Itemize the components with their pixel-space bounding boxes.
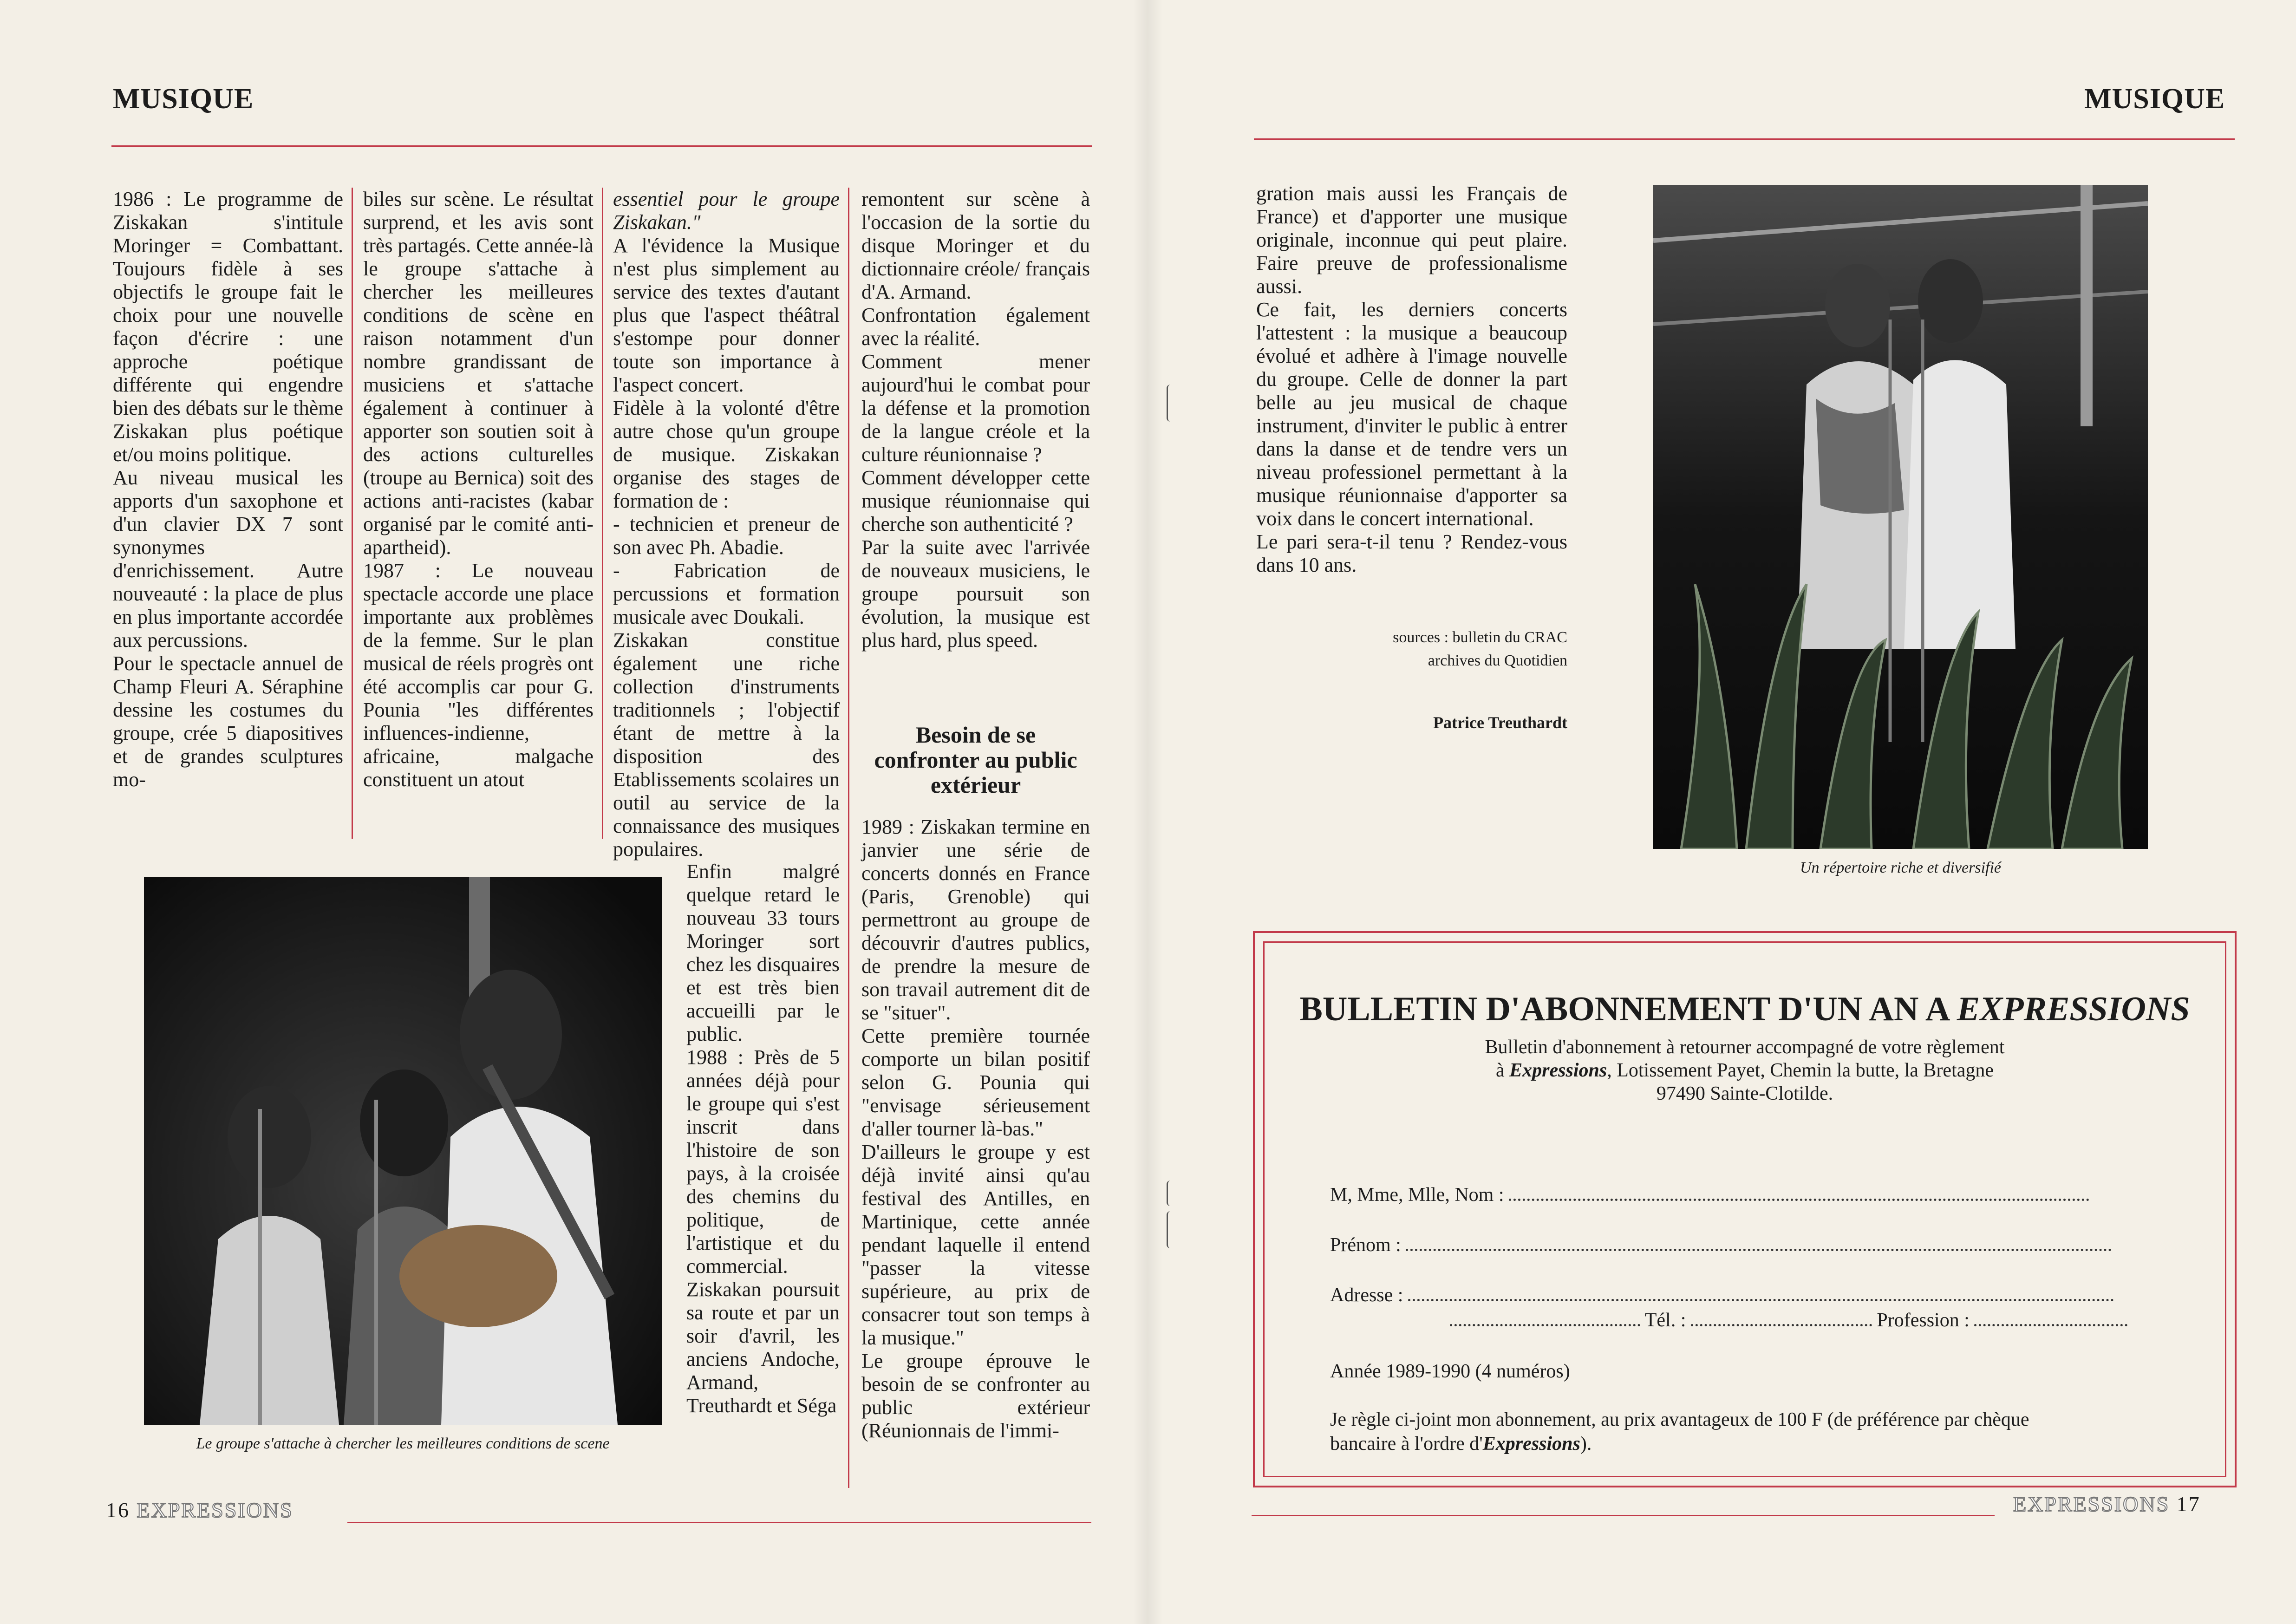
form-city: 97490 Sainte-Clotilde. — [1656, 1083, 1833, 1104]
binding-staple-mark — [1167, 385, 1174, 422]
annee-line: Année 1989-1990 (4 numéros) — [1330, 1361, 1570, 1382]
tel-label: Tél. : — [1644, 1310, 1686, 1331]
photo-caption-left: Le groupe s'attache à chercher les meilleures conditions de scene — [196, 1435, 610, 1452]
paragraph: Confrontation également avec la réalité. — [861, 304, 1090, 350]
footer-rule-right — [1252, 1515, 1995, 1516]
form-instruction: Bulletin d'abonnement à retourner accompagné de votre règlement — [1485, 1037, 2005, 1058]
paragraph: A l'évidence la Musique n'est plus simplement au service des textes d'autant plus que l'aspect théâtral s'estompe pour donner toute son importance à l'aspect concert. — [613, 234, 840, 396]
article-subheading: Besoin de se confronter au public extérieur — [874, 722, 1077, 798]
prenom-input-line[interactable] — [1406, 1235, 2112, 1251]
payment-line-2 — [1330, 1433, 1592, 1455]
page-gutter — [1133, 0, 1163, 1624]
paragraph: Fidèle à la volonté d'être autre chose qu'un groupe de musique. Ziskakan organise des stages de formation de : — [613, 397, 840, 512]
paragraph: - technicien et preneur de son avec Ph. Abadie. — [613, 513, 840, 559]
article-column-1 — [113, 188, 343, 791]
nom-label: M, Mme, Mlle, Nom : — [1330, 1184, 1504, 1206]
column-rule — [352, 188, 353, 839]
form-address — [1255, 1059, 2235, 1082]
paragraph: Ziskakan poursuit sa route et par un soir d'avril, les anciens Andoche, Armand, Treuthardt et Séga — [686, 1278, 840, 1417]
paragraph: Ce fait, les derniers concerts l'attestent : la musique a beaucoup évolué et adhère à l'image nouvelle du groupe. Celle de donner la part belle au jeu musical de chaque instrument, d'inviter le public à entrer dans la danse et de tendre vers un niveau professionel permettant à la musique réunionnaise d'apporter sa voix dans le concert international. — [1256, 298, 1567, 530]
binding-staple-mark — [1167, 1211, 1174, 1248]
photo-image — [1653, 185, 2148, 849]
address-magazine: Expressions — [1509, 1060, 1607, 1081]
page-number: 17 — [2176, 1492, 2201, 1516]
band-concert-photo — [144, 877, 662, 1425]
page-folio-right — [2013, 1492, 2201, 1516]
payment-prefix: bancaire à l'ordre d' — [1330, 1433, 1483, 1454]
article-sources — [1256, 626, 1567, 672]
paragraph: biles sur scène. Le résultat surprend, et les avis sont très partagés. Cette année-là le groupe s'attache à chercher les meilleures conditions de scène en raison notamment d'un nombre grandissant de musiciens et s'attache également à continuer à apporter son soutien soit à des actions culturelles (troupe au Bernica) soit des actions anti-racistes (kabar organisé par le comité anti-apartheid). — [363, 188, 594, 559]
paragraph: Cette première tournée comporte un bilan positif selon G. Pounia qui "envisage sérieusement d'aller tourner là-bas." — [861, 1024, 1090, 1140]
payment-line-1: Je règle ci-joint mon abonnement, au prix avantageux de 100 F (de préférence par chèque — [1330, 1409, 2029, 1430]
paragraph: Le groupe éprouve le besoin de se confronter au public extérieur (Réunionnais de l'immi- — [861, 1350, 1090, 1442]
form-title — [1255, 990, 2235, 1029]
nom-field[interactable] — [1330, 1184, 2089, 1206]
section-heading-right: MUSIQUE — [2084, 83, 2225, 115]
article-column-4-top — [861, 188, 1090, 652]
paragraph: Ziskakan constitue également une riche collection d'instruments traditionnels ; l'objectif étant de mettre à la disposition des Etablissements scolaires un outil au service de la connaissance des musiques populaires. — [613, 629, 840, 861]
paragraph: gration mais aussi les Français de France) et d'apporter une musique originale, inconnue qui peut plaire. Faire preuve de professionalisme aussi. — [1256, 182, 1567, 298]
article-author: Patrice Treuthardt — [1433, 713, 1567, 732]
footer-rule-left — [347, 1522, 1091, 1523]
paragraph: Pour le spectacle annuel de Champ Fleuri A. Séraphine dessine les costumes du groupe, crée 5 diapositives et de grandes sculptures mo- — [113, 652, 343, 791]
paragraph: 1986 : Le programme de Ziskakan s'intitule Moringer = Combattant. Toujours fidèle à ses objectifs le groupe fait le choix pour une nouvelle façon d'écrire : une approche poétique différente qui engendre bien des débats sur le thème Ziskakan plus poétique et/ou moins politique. — [113, 188, 343, 466]
header-rule-right — [1254, 138, 2235, 140]
magazine-name: EXPRESSIONS — [2013, 1492, 2170, 1516]
prenom-field[interactable] — [1330, 1234, 2112, 1256]
adresse-input-line-2[interactable] — [1450, 1310, 1640, 1326]
page-number: 16 — [106, 1498, 130, 1522]
source-line: sources : bulletin du CRAC — [1393, 629, 1567, 646]
paragraph: Enfin malgré quelque retard le nouveau 33 tours Moringer sort chez les disquaires et est très bien accueilli par le public. — [686, 860, 840, 1045]
profession-label: Profession : — [1877, 1310, 1970, 1331]
article-column-2 — [363, 188, 594, 791]
binding-staple-mark — [1167, 1180, 1174, 1206]
paragraph: Le pari sera-t-il tenu ? Rendez-vous dans 10 ans. — [1256, 530, 1567, 576]
tel-input-line[interactable] — [1691, 1310, 1872, 1326]
payment-suffix: ). — [1580, 1433, 1592, 1454]
paragraph: Par la suite avec l'arrivée de nouveaux musiciens, le groupe poursuit son évolution, la musique est plus hard, plus speed. — [861, 536, 1090, 652]
prenom-label: Prénom : — [1330, 1234, 1401, 1256]
article-column-right — [1256, 182, 1567, 577]
paragraph: remontent sur scène à l'occasion de la sortie du disque Moringer et du dictionnaire créole/ français d'A. Armand. — [861, 188, 1090, 303]
section-heading-left: MUSIQUE — [113, 83, 254, 115]
article-column-3-top — [613, 188, 840, 861]
paragraph: Comment développer cette musique réunionnaise qui cherche son authenticité ? — [861, 466, 1090, 535]
paragraph: D'ailleurs le groupe y est déjà invité ainsi qu'au festival des Antilles, en Martinique, cette année pendant laquelle il entend "passer la vitesse supérieure, au prix de consacrer tout son temps à la musique." — [861, 1141, 1090, 1349]
subscription-form — [1253, 931, 2237, 1487]
magazine-name: EXPRESSIONS — [137, 1498, 294, 1522]
paragraph: essentiel pour le groupe Ziskakan." — [613, 188, 840, 234]
payment-magazine: Expressions — [1482, 1433, 1580, 1454]
photo-caption-right: Un répertoire riche et diversifié — [1800, 859, 2002, 876]
paragraph: Au niveau musical les apports d'un saxophone et d'un clavier DX 7 sont synonymes d'enrichissement. Autre nouveauté : la place de plus en plus importante accordée aux percussions. — [113, 466, 343, 652]
paragraph: 1987 : Le nouveau spectacle accorde une place importante aux problèmes de la femme. Sur le plan musical de réels progrès ont été accomplis car pour G. Pounia "les différentes influences-indienne, africaine, malgache constituent un atout — [363, 559, 594, 791]
paragraph: 1988 : Près de 5 années déjà pour le groupe qui s'est inscrit dans l'histoire de son pays, à la croisée des chemins du politique, de l'artistique et du commercial. — [686, 1046, 840, 1278]
form-title-magazine: EXPRESSIONS — [1957, 990, 2190, 1028]
column-rule — [602, 188, 603, 839]
singers-photo — [1653, 185, 2148, 849]
adresse-field[interactable] — [1330, 1284, 2114, 1306]
paragraph: 1989 : Ziskakan termine en janvier une série de concerts donnés en France (Paris, Grenoble) qui permettront au groupe de découvrir d'autres publics, de prendre la mesure de son travail autrement dit de se "situer". — [861, 815, 1090, 1024]
adresse-input-line[interactable] — [1408, 1285, 2114, 1301]
page-folio-left — [106, 1498, 294, 1522]
form-title-text: BULLETIN D'ABONNEMENT D'UN AN A — [1299, 990, 1957, 1028]
nom-input-line[interactable] — [1509, 1185, 2089, 1201]
adresse-label: Adresse : — [1330, 1285, 1403, 1306]
article-column-4-bottom — [861, 815, 1090, 1442]
article-column-3-bottom — [686, 860, 840, 1417]
photo-image — [144, 877, 662, 1425]
header-rule-left — [111, 145, 1092, 147]
column-rule — [848, 188, 849, 1488]
source-line: archives du Quotidien — [1428, 652, 1567, 669]
paragraph: - Fabrication de percussions et formation musicale avec Doukali. — [613, 559, 840, 628]
profession-input-line[interactable] — [1974, 1310, 2127, 1326]
tel-profession-row[interactable] — [1450, 1309, 2127, 1331]
paragraph: Comment mener aujourd'hui le combat pour la défense et la promotion de la langue créole et la culture réunionnaise ? — [861, 350, 1090, 466]
address-street: , Lotissement Payet, Chemin la butte, la Bretagne — [1607, 1060, 1994, 1081]
address-prefix: à — [1495, 1060, 1510, 1081]
